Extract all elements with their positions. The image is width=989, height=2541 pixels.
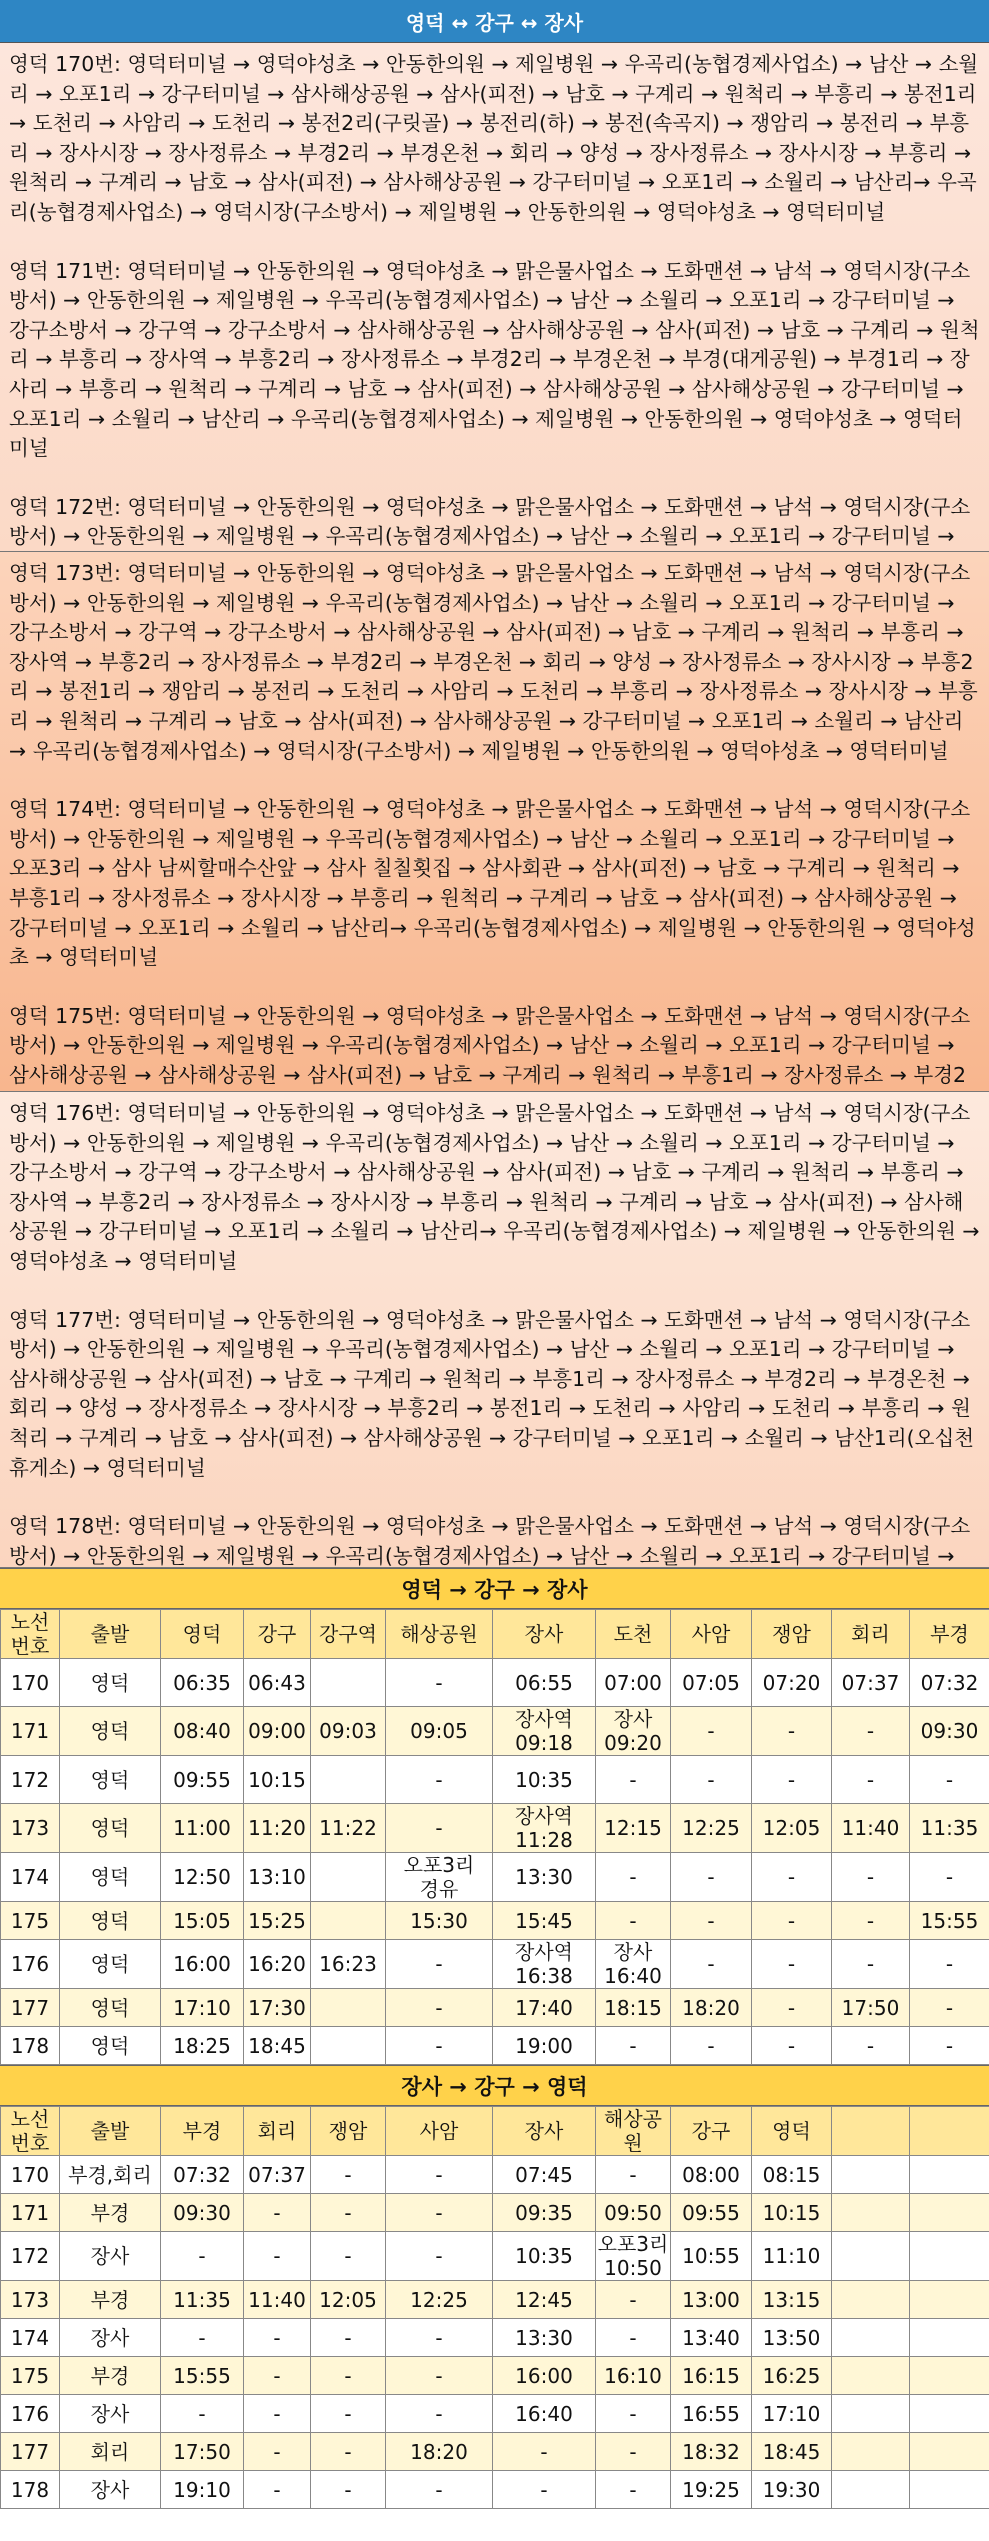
table-cell: 174 [1, 2319, 60, 2357]
table-cell: - [386, 2395, 493, 2433]
column-header: 사암 [386, 2107, 493, 2156]
table-cell: 17:30 [244, 1989, 311, 2027]
table-cell: - [311, 2232, 386, 2281]
table-cell: 19:00 [493, 2027, 596, 2065]
table-cell: - [386, 2027, 493, 2065]
table-cell: 16:40 [493, 2395, 596, 2433]
table-row [1, 1756, 989, 1804]
timetable-title-outbound-text: 영덕 → 강구 → 장사 [401, 1577, 588, 1602]
table-cell: 11:10 [752, 2232, 832, 2281]
table-cell: 16:00 [493, 2357, 596, 2395]
table-cell: - [671, 1902, 752, 1940]
table-row [1, 2471, 989, 2509]
table-cell: - [910, 1940, 989, 1989]
table-cell: - [910, 2027, 989, 2065]
table-cell: - [311, 2395, 386, 2433]
table-cell: - [832, 2027, 910, 2065]
table-cell: 18:45 [752, 2433, 832, 2471]
table-cell: 12:45 [493, 2281, 596, 2319]
table-cell: - [671, 2027, 752, 2065]
table-cell: 장사 [60, 2319, 161, 2357]
table-cell [832, 2433, 910, 2471]
table-cell: - [832, 1756, 910, 1804]
table-cell: - [161, 2395, 244, 2433]
table-cell: 17:50 [161, 2433, 244, 2471]
table-cell: 영덕 [60, 1707, 161, 1756]
table-row [1, 1902, 989, 1940]
table-cell: 16:10 [596, 2357, 671, 2395]
table-cell: 오포3리 10:50 [596, 2232, 671, 2281]
table-cell: 11:35 [161, 2281, 244, 2319]
table-cell: 부경 [60, 2281, 161, 2319]
table-cell: 12:05 [752, 1804, 832, 1853]
table-cell: 오포3리 경유 [386, 1853, 493, 1902]
table-cell: - [671, 1940, 752, 1989]
table-cell: - [596, 2319, 671, 2357]
table-cell: - [244, 2232, 311, 2281]
table-cell: 07:32 [910, 1659, 989, 1707]
table-cell: 11:40 [832, 1804, 910, 1853]
table-cell: - [386, 1659, 493, 1707]
table-cell: 영덕 [60, 1989, 161, 2027]
page-title: 영덕 ↔ 강구 ↔ 장사 [405, 10, 584, 35]
table-cell [832, 2471, 910, 2509]
table-cell: 15:55 [910, 1902, 989, 1940]
table-cell: 영덕 [60, 1940, 161, 1989]
timetable-inbound [0, 2106, 989, 2509]
table-cell: 09:30 [161, 2194, 244, 2232]
table-cell [832, 2395, 910, 2433]
table-cell [910, 2194, 989, 2232]
table-cell: 178 [1, 2027, 60, 2065]
table-cell: - [752, 1853, 832, 1902]
route-description-177: 영덕 177번: 영덕터미널 → 안동한의원 → 영덕야성초 → 맑은물사업소 → 도화맨션 → 남석 → 영덕시장(구소방서) → 안동한의원 → 제일병원 → 우곡리(농협경제사업소) → 남산 → 소월리 → 오포1리 → 강구터미널 → 삼사해상공원 → 삼사(피전) → 남호 → 구계리 → 원척리 → 부흥1리 → 장사정류소 → 부경2리 → 부경온천 → 회리 → 양성 → 장사정류소 → 장사시장 → 부흥2리 → 봉전1리 → 도천리 → 사암리 → 도천리 → 부흥리 → 원척리 → 구계리 → 남호 → 삼사(피전) → 삼사해상공원 → 강구터미널 → 오포1리 → 소월리 → 남산1리(오십천휴게소) → 영덕터미널 [9, 1307, 975, 1480]
route-description-174: 영덕 174번: 영덕터미널 → 안동한의원 → 영덕야성초 → 맑은물사업소 → 도화맨션 → 남석 → 영덕시장(구소방서) → 안동한의원 → 제일병원 → 우곡리(농협경제사업소) → 남산 → 소월리 → 오포1리 → 강구터미널 → 오포3리 → 삼사 남씨할매수산앞 → 삼사 칠칠횟집 → 삼사회관 → 삼사(피전) → 남호 → 구계리 → 원척리 → 부흥1리 → 장사정류소 → 장사시장 → 부흥리 → 원척리 → 구계리 → 남호 → 삼사(피전) → 삼사해상공원 → 강구터미널 → 오포1리 → 소월리 → 남산리→ 우곡리(농협경제사업소) → 제일병원 → 안동한의원 → 영덕야성초 → 영덕터미널 [9, 797, 976, 970]
table-cell [832, 2281, 910, 2319]
table-cell: 07:20 [752, 1659, 832, 1707]
table-cell: 07:05 [671, 1659, 752, 1707]
table-cell: 07:37 [832, 1659, 910, 1707]
table-cell: 176 [1, 2395, 60, 2433]
column-header: 출발 [60, 2107, 161, 2156]
table-cell: 18:20 [671, 1989, 752, 2027]
column-header: 부경 [161, 2107, 244, 2156]
table-cell: 177 [1, 1989, 60, 2027]
table-cell: 18:32 [671, 2433, 752, 2471]
table-cell: 10:35 [493, 2232, 596, 2281]
column-header: 쟁암 [752, 1610, 832, 1659]
column-header: 해상공원 [386, 1610, 493, 1659]
table-cell: 영덕 [60, 2027, 161, 2065]
table-cell: - [386, 1989, 493, 2027]
table-row [1, 1707, 989, 1756]
timetable-header-row [1, 2107, 989, 2156]
table-row [1, 2027, 989, 2065]
table-cell: 178 [1, 2471, 60, 2509]
column-header: 강구역 [311, 1610, 386, 1659]
table-cell [910, 2156, 989, 2194]
table-cell: - [386, 1940, 493, 1989]
table-cell: - [311, 2357, 386, 2395]
table-cell [910, 2471, 989, 2509]
table-cell: 09:03 [311, 1707, 386, 1756]
table-cell [910, 2232, 989, 2281]
table-cell [311, 2027, 386, 2065]
table-cell: - [493, 2433, 596, 2471]
route-description-176: 영덕 176번: 영덕터미널 → 안동한의원 → 영덕야성초 → 맑은물사업소 → 도화맨션 → 남석 → 영덕시장(구소방서) → 안동한의원 → 제일병원 → 우곡리(농협경제사업소) → 남산 → 소월리 → 오포1리 → 강구터미널 → 강구소방서 → 강구역 → 강구소방서 → 삼사해상공원 → 삼사(피전) → 남호 → 구계리 → 원척리 → 부흥리 → 장사역 → 부흥2리 → 장사정류소 → 장사시장 → 부흥리 → 원척리 → 구계리 → 남호 → 삼사(피전) → 삼사해상공원 → 강구터미널 → 오포1리 → 소월리 → 남산리→ 우곡리(농협경제사업소) → 제일병원 → 안동한의원 → 영덕야성초 → 영덕터미널 [9, 1101, 980, 1273]
table-row [1, 2395, 989, 2433]
table-cell: 171 [1, 2194, 60, 2232]
table-cell: 장사역 11:28 [493, 1804, 596, 1853]
table-row [1, 2194, 989, 2232]
table-cell: 09:55 [671, 2194, 752, 2232]
table-cell: - [386, 2319, 493, 2357]
column-header: 부경 [910, 1610, 989, 1659]
table-cell: 170 [1, 2156, 60, 2194]
table-cell: 15:55 [161, 2357, 244, 2395]
table-cell: 09:55 [161, 1756, 244, 1804]
column-header: 강구 [244, 1610, 311, 1659]
column-header: 강구 [671, 2107, 752, 2156]
table-cell: 173 [1, 2281, 60, 2319]
table-cell: - [596, 1853, 671, 1902]
table-row [1, 1940, 989, 1989]
table-cell [910, 2281, 989, 2319]
table-cell: 19:10 [161, 2471, 244, 2509]
table-cell: 170 [1, 1659, 60, 1707]
table-cell: - [671, 1707, 752, 1756]
table-cell: - [386, 2232, 493, 2281]
table-cell: - [244, 2357, 311, 2395]
table-cell: 12:15 [596, 1804, 671, 1853]
table-cell: 06:43 [244, 1659, 311, 1707]
table-cell: 16:25 [752, 2357, 832, 2395]
table-cell: - [596, 2471, 671, 2509]
table-cell: 06:55 [493, 1659, 596, 1707]
table-cell [910, 2357, 989, 2395]
table-cell: 영덕 [60, 1804, 161, 1853]
route-group-2 [0, 552, 989, 1092]
table-cell: - [386, 2156, 493, 2194]
table-cell: 11:00 [161, 1804, 244, 1853]
table-cell: 영덕 [60, 1659, 161, 1707]
table-cell: - [386, 1756, 493, 1804]
table-cell: 부경 [60, 2357, 161, 2395]
column-header: 쟁암 [311, 2107, 386, 2156]
timetable-body [1, 1659, 989, 2065]
table-cell: - [493, 2471, 596, 2509]
route-description-171: 영덕 171번: 영덕터미널 → 안동한의원 → 영덕야성초 → 맑은물사업소 → 도화맨션 → 남석 → 영덕시장(구소방서) → 안동한의원 → 제일병원 → 우곡리(농협경제사업소) → 남산 → 소월리 → 오포1리 → 강구터미널 → 강구소방서 → 강구역 → 강구소방서 → 삼사해상공원 → 삼사해상공원 → 삼사(피전) → 남호 → 구계리 → 원척리 → 부흥리 → 장사역 → 부흥2리 → 장사정류소 → 부경2리 → 부경온천 → 부경(대게공원) → 부경1리 → 장사리 → 부흥리 → 원척리 → 구계리 → 남호 → 삼사(피전) → 삼사해상공원 → 삼사해상공원 → 강구터미널 → 오포1리 → 소월리 → 남산리 → 우곡리(농협경제사업소) → 제일병원 → 안동한의원 → 영덕야성초 → 영덕터미널 [9, 258, 980, 461]
table-cell: 09:00 [244, 1707, 311, 1756]
table-cell: - [311, 2156, 386, 2194]
table-cell: 15:30 [386, 1902, 493, 1940]
table-cell: - [161, 2319, 244, 2357]
table-cell: - [596, 2281, 671, 2319]
timetable-title-inbound-text: 장사 → 강구 → 영덕 [401, 2074, 588, 2099]
table-cell: - [244, 2433, 311, 2471]
table-cell: 09:35 [493, 2194, 596, 2232]
table-row [1, 2319, 989, 2357]
table-cell: 06:35 [161, 1659, 244, 1707]
column-header: 영덕 [752, 2107, 832, 2156]
table-cell: 13:40 [671, 2319, 752, 2357]
table-cell: - [386, 2357, 493, 2395]
table-cell: 19:25 [671, 2471, 752, 2509]
table-cell [832, 2232, 910, 2281]
timetable-title-inbound [0, 2065, 989, 2106]
table-cell: 17:50 [832, 1989, 910, 2027]
timetable-body [1, 2156, 989, 2509]
table-cell: 173 [1, 1804, 60, 1853]
table-cell: - [910, 1989, 989, 2027]
table-cell [832, 2319, 910, 2357]
table-cell: - [386, 2471, 493, 2509]
table-cell: 13:50 [752, 2319, 832, 2357]
column-header: 노선 번호 [1, 1610, 60, 1659]
table-cell: 08:15 [752, 2156, 832, 2194]
table-cell: 19:30 [752, 2471, 832, 2509]
table-cell: 회리 [60, 2433, 161, 2471]
table-cell: - [244, 2395, 311, 2433]
table-cell: 15:45 [493, 1902, 596, 1940]
table-cell: 09:30 [910, 1707, 989, 1756]
table-cell: 08:00 [671, 2156, 752, 2194]
timetable-title-outbound [0, 1568, 989, 1609]
table-cell: - [752, 1989, 832, 2027]
table-cell: 장사 09:20 [596, 1707, 671, 1756]
table-cell [910, 2319, 989, 2357]
table-cell: 07:32 [161, 2156, 244, 2194]
table-cell: 장사 [60, 2471, 161, 2509]
table-cell: - [386, 1804, 493, 1853]
table-cell: - [596, 2395, 671, 2433]
table-cell: - [910, 1853, 989, 1902]
table-cell: 16:15 [671, 2357, 752, 2395]
table-cell: 11:22 [311, 1804, 386, 1853]
table-cell: 장사 16:40 [596, 1940, 671, 1989]
table-cell: 12:05 [311, 2281, 386, 2319]
table-cell: 영덕 [60, 1756, 161, 1804]
table-cell: 09:50 [596, 2194, 671, 2232]
table-cell: - [311, 2194, 386, 2232]
table-cell: 장사역 16:38 [493, 1940, 596, 1989]
table-cell [311, 1756, 386, 1804]
column-header: 해상공원 [596, 2107, 671, 2156]
table-cell: 16:23 [311, 1940, 386, 1989]
table-cell: 부경,회리 [60, 2156, 161, 2194]
table-cell: 15:05 [161, 1902, 244, 1940]
table-row [1, 1853, 989, 1902]
table-cell: - [752, 2027, 832, 2065]
table-cell: 176 [1, 1940, 60, 1989]
table-cell: 장사 [60, 2232, 161, 2281]
table-cell: 10:15 [752, 2194, 832, 2232]
table-cell: 16:20 [244, 1940, 311, 1989]
table-row [1, 2232, 989, 2281]
table-cell: 12:25 [671, 1804, 752, 1853]
table-cell: 07:00 [596, 1659, 671, 1707]
column-header: 출발 [60, 1610, 161, 1659]
table-cell: - [596, 1902, 671, 1940]
table-cell: 13:15 [752, 2281, 832, 2319]
route-description-173: 영덕 173번: 영덕터미널 → 안동한의원 → 영덕야성초 → 맑은물사업소 → 도화맨션 → 남석 → 영덕시장(구소방서) → 안동한의원 → 제일병원 → 우곡리(농협경제사업소) → 남산 → 소월리 → 오포1리 → 강구터미널 → 강구소방서 → 강구역 → 강구소방서 → 삼사해상공원 → 삼사(피전) → 남호 → 구계리 → 원척리 → 부흥리 → 장사역 → 부흥2리 → 장사정류소 → 부경2리 → 부경온천 → 회리 → 양성 → 장사정류소 → 장사시장 → 부흥2리 → 봉전1리 → 쟁암리 → 봉전리 → 도천리 → 사암리 → 도천리 → 부흥리 → 장사정류소 → 장사시장 → 부흥리 → 원척리 → 구계리 → 남호 → 삼사(피전) → 삼사해상공원 → 강구터미널 → 오포1리 → 소월리 → 남산리→ 우곡리(농협경제사업소) → 영덕시장(구소방서) → 제일병원 → 안동한의원 → 영덕야성초 → 영덕터미널 [9, 561, 978, 763]
table-cell: - [832, 1707, 910, 1756]
table-cell: 175 [1, 2357, 60, 2395]
table-cell: - [752, 1902, 832, 1940]
table-cell: 174 [1, 1853, 60, 1902]
table-cell: - [244, 2471, 311, 2509]
timetable-outbound [0, 1609, 989, 2065]
column-header [910, 2107, 989, 2156]
column-header: 영덕 [161, 1610, 244, 1659]
table-cell: 10:35 [493, 1756, 596, 1804]
table-cell: 13:30 [493, 2319, 596, 2357]
table-cell [910, 2395, 989, 2433]
column-header [832, 2107, 910, 2156]
table-row [1, 1804, 989, 1853]
table-cell: 부경 [60, 2194, 161, 2232]
table-cell: 영덕 [60, 1853, 161, 1902]
table-cell: 12:50 [161, 1853, 244, 1902]
page-title-bar [0, 0, 989, 43]
table-cell: 175 [1, 1902, 60, 1940]
table-cell: - [671, 1853, 752, 1902]
column-header: 회리 [832, 1610, 910, 1659]
table-cell: 18:45 [244, 2027, 311, 2065]
table-cell: - [596, 2156, 671, 2194]
table-cell: - [161, 2232, 244, 2281]
table-cell: 07:37 [244, 2156, 311, 2194]
table-cell: - [752, 1940, 832, 1989]
table-cell: 장사 [60, 2395, 161, 2433]
table-cell [311, 1989, 386, 2027]
table-cell: - [311, 2433, 386, 2471]
table-cell [311, 1902, 386, 1940]
table-cell: 10:55 [671, 2232, 752, 2281]
column-header: 사암 [671, 1610, 752, 1659]
table-row [1, 2156, 989, 2194]
table-cell: 11:40 [244, 2281, 311, 2319]
table-cell: - [910, 1756, 989, 1804]
table-cell: 11:35 [910, 1804, 989, 1853]
table-cell: 18:20 [386, 2433, 493, 2471]
table-cell: 13:00 [671, 2281, 752, 2319]
table-cell: - [311, 2471, 386, 2509]
table-cell: 11:20 [244, 1804, 311, 1853]
table-cell: 172 [1, 2232, 60, 2281]
table-cell: 09:05 [386, 1707, 493, 1756]
route-description-172: 영덕 172번: 영덕터미널 → 안동한의원 → 영덕야성초 → 맑은물사업소 → 도화맨션 → 남석 → 영덕시장(구소방서) → 안동한의원 → 제일병원 → 우곡리(농협경제사업소) → 남산 → 소월리 → 오포1리 → 강구터미널 → [9, 494, 971, 549]
table-cell: 08:40 [161, 1707, 244, 1756]
table-cell: - [244, 2319, 311, 2357]
table-cell: 18:25 [161, 2027, 244, 2065]
table-cell: - [311, 2319, 386, 2357]
column-header: 장사 [493, 2107, 596, 2156]
route-description-170: 영덕 170번: 영덕터미널 → 영덕야성초 → 안동한의원 → 제일병원 → 우곡리(농협경제사업소) → 남산 → 소월리 → 오포1리 → 강구터미널 → 삼사해상공원 → 삼사(피전) → 남호 → 구계리 → 원척리 → 부흥리 → 봉전1리 → 도천리 → 사암리 → 도천리 → 봉전2리(구릿골) → 봉전리(하) → 봉전(속곡지) → 쟁암리 → 봉전리 → 부흥리 → 장사시장 → 장사정류소 → 부경2리 → 부경온천 → 회리 → 양성 → 장사정류소 → 장사시장 → 부흥리 → 원척리 → 구계리 → 남호 → 삼사(피전) → 삼사해상공원 → 강구터미널 → 오포1리 → 소월리 → 남산리→ 우곡리(농협경제사업소) → 영덕시장(구소방서) → 제일병원 → 안동한의원 → 영덕야성초 → 영덕터미널 [9, 52, 979, 224]
table-row [1, 2433, 989, 2471]
table-cell: - [832, 1902, 910, 1940]
table-cell: 16:55 [671, 2395, 752, 2433]
table-row [1, 1659, 989, 1707]
table-cell: 171 [1, 1707, 60, 1756]
table-cell: 16:00 [161, 1940, 244, 1989]
table-cell: 12:25 [386, 2281, 493, 2319]
route-description-175: 영덕 175번: 영덕터미널 → 안동한의원 → 영덕야성초 → 맑은물사업소 → 도화맨션 → 남석 → 영덕시장(구소방서) → 안동한의원 → 제일병원 → 우곡리(농협경제사업소) → 남산 → 소월리 → 오포1리 → 강구터미널 → 삼사해상공원 → 삼사해상공원 → 삼사(피전) → 남호 → 구계리 → 원척리 → 부흥1리 → 장사정류소 → 부경2 [9, 1003, 971, 1087]
table-cell: 13:10 [244, 1853, 311, 1902]
table-cell: 13:30 [493, 1853, 596, 1902]
route-group-1 [0, 43, 989, 552]
table-cell: 07:45 [493, 2156, 596, 2194]
route-group-3 [0, 1092, 989, 1568]
table-row [1, 2281, 989, 2319]
table-cell [910, 2433, 989, 2471]
table-cell: 장사역 09:18 [493, 1707, 596, 1756]
table-cell: 18:15 [596, 1989, 671, 2027]
table-cell: - [386, 2194, 493, 2232]
table-cell [311, 1659, 386, 1707]
table-cell: 10:15 [244, 1756, 311, 1804]
table-cell [832, 2194, 910, 2232]
table-cell: - [596, 1756, 671, 1804]
table-cell: - [596, 2027, 671, 2065]
table-cell [832, 2156, 910, 2194]
table-cell: - [832, 1853, 910, 1902]
table-cell: - [752, 1707, 832, 1756]
table-cell: - [752, 1756, 832, 1804]
table-cell: 15:25 [244, 1902, 311, 1940]
route-description-178: 영덕 178번: 영덕터미널 → 안동한의원 → 영덕야성초 → 맑은물사업소 → 도화맨션 → 남석 → 영덕시장(구소방서) → 안동한의원 → 제일병원 → 우곡리(농협경제사업소) → 남산 → 소월리 → 오포1리 → 강구터미널 → [9, 1514, 971, 1568]
column-header: 도천 [596, 1610, 671, 1659]
table-cell: - [244, 2194, 311, 2232]
table-cell [311, 1853, 386, 1902]
table-row [1, 1989, 989, 2027]
table-cell: 17:40 [493, 1989, 596, 2027]
table-cell: - [671, 1756, 752, 1804]
table-cell: - [596, 2433, 671, 2471]
table-cell: 172 [1, 1756, 60, 1804]
table-cell: 17:10 [161, 1989, 244, 2027]
table-cell: - [832, 1940, 910, 1989]
column-header: 회리 [244, 2107, 311, 2156]
table-cell: 177 [1, 2433, 60, 2471]
column-header: 노선 번호 [1, 2107, 60, 2156]
timetable-header-row [1, 1610, 989, 1659]
table-cell [832, 2357, 910, 2395]
table-row [1, 2357, 989, 2395]
table-cell: 17:10 [752, 2395, 832, 2433]
table-cell: 영덕 [60, 1902, 161, 1940]
column-header: 장사 [493, 1610, 596, 1659]
